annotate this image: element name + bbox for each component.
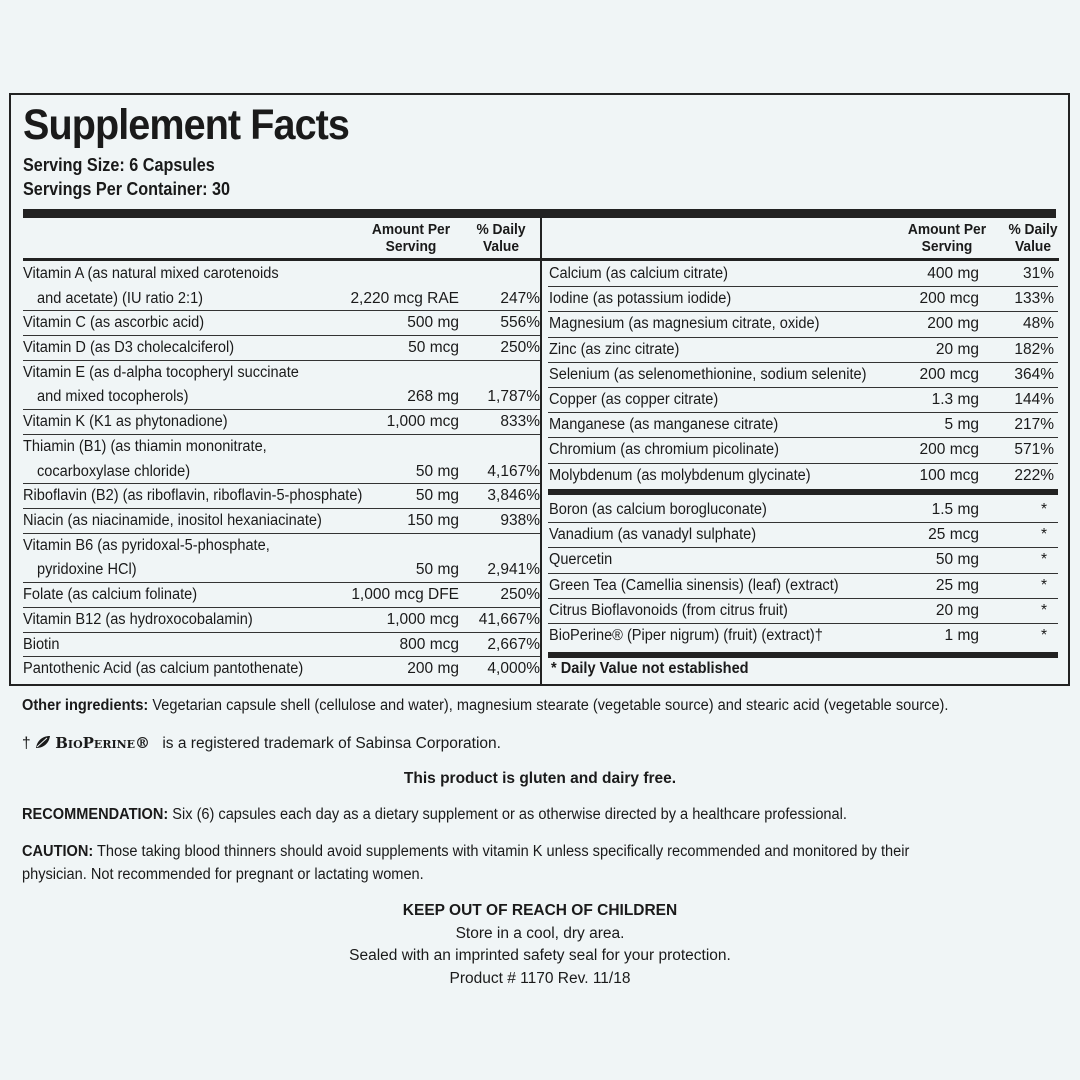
nutrient-amount: 200 mcg <box>919 365 979 383</box>
nutrient-row <box>23 434 540 483</box>
nutrient-name: Vitamin B6 (as pyridoxal-5-phosphate, <box>23 536 270 554</box>
nutrient-daily-value: 247% <box>500 289 540 307</box>
other-ingredients-text: Vegetarian capsule shell (cellulose and water), magnesium stearate (vegetable source) and stearic acid (vegetable source). <box>148 697 949 714</box>
nutrient-name: Boron (as calcium borogluconate) <box>549 501 767 518</box>
serving-size: Serving Size: 6 Capsules <box>23 155 215 175</box>
nutrient-amount: 800 mcg <box>399 635 459 653</box>
column-divider <box>540 218 542 684</box>
nutrient-name: Biotin <box>23 635 60 653</box>
nutrient-row <box>549 573 1059 598</box>
nutrient-daily-value: 2,667% <box>487 635 540 653</box>
caution-text: Those taking blood thinners should avoid supplements with vitamin K unless specifically recommended and monitored by their <box>93 843 910 860</box>
nutrient-row <box>549 437 1059 462</box>
left-header-amount: Amount Per Serving <box>371 221 451 255</box>
nutrient-daily-value: * <box>1040 526 1047 544</box>
nutrient-row <box>23 607 540 632</box>
panel-title: Supplement Facts <box>23 101 350 149</box>
nutrient-daily-value: * <box>1040 627 1047 644</box>
nutrient-amount: 500 mg <box>407 314 459 332</box>
nutrient-row <box>23 483 540 508</box>
nutrient-daily-value: 41,667% <box>478 610 540 628</box>
caution-line-2: physician. Not recommended for pregnant or lactating women. <box>22 866 424 883</box>
nutrient-daily-value: * <box>1040 551 1047 569</box>
nutrient-row <box>23 656 540 681</box>
nutrient-name: Riboflavin (B2) (as riboflavin, riboflavin-5-phosphate) <box>23 487 363 505</box>
nutrient-daily-value: 1,787% <box>487 388 540 406</box>
nutrient-row <box>23 335 540 360</box>
nutrient-name-continued: and acetate) (IU ratio 2:1) <box>37 289 204 307</box>
bioperine-leaf-icon <box>35 735 51 749</box>
nutrient-row <box>23 632 540 657</box>
nutrient-row <box>23 360 540 409</box>
nutrient-row <box>549 497 1059 522</box>
nutrient-daily-value: 182% <box>1014 340 1054 358</box>
nutrient-daily-value: 250% <box>500 586 540 604</box>
nutrient-amount: 100 mcg <box>919 466 979 484</box>
nutrient-row <box>549 412 1059 437</box>
nutrient-name: Selenium (as selenomethionine, sodium selenite) <box>549 365 867 383</box>
nutrient-amount: 50 mg <box>415 561 459 579</box>
nutrient-daily-value: 217% <box>1014 416 1054 434</box>
thick-rule <box>23 209 1056 218</box>
nutrient-amount: 25 mg <box>935 576 979 594</box>
nutrient-name: Vanadium (as vanadyl sulphate) <box>549 526 757 544</box>
right-mid-rule <box>548 489 1058 495</box>
nutrient-amount: 200 mcg <box>919 441 979 459</box>
nutrient-amount: 268 mg <box>407 388 459 406</box>
supplement-facts-panel <box>9 93 1070 686</box>
nutrient-daily-value: * <box>1040 601 1047 619</box>
recommendation-label: RECOMMENDATION: <box>22 806 169 823</box>
nutrient-row <box>23 582 540 607</box>
nutrient-daily-value: 144% <box>1014 391 1054 408</box>
nutrient-name: Folate (as calcium folinate) <box>23 586 198 604</box>
nutrient-row <box>549 286 1059 311</box>
caution-line-1 <box>22 843 909 861</box>
nutrient-name: Calcium (as calcium citrate) <box>549 265 728 282</box>
nutrient-daily-value: 4,000% <box>487 660 540 678</box>
nutrient-name: Thiamin (B1) (as thiamin mononitrate, <box>23 437 267 455</box>
nutrient-amount: 50 mg <box>415 487 459 505</box>
nutrient-amount: 150 mg <box>407 512 459 529</box>
nutrient-amount: 50 mcg <box>408 339 459 357</box>
nutrient-amount: 1,000 mcg DFE <box>351 586 459 604</box>
seal-note: Sealed with an imprinted safety seal for your protection. <box>349 947 731 964</box>
nutrient-name: BioPerine® (Piper nigrum) (fruit) (extract)† <box>549 627 823 644</box>
nutrient-amount: 1.3 mg <box>931 391 979 408</box>
nutrient-daily-value: 833% <box>500 413 540 431</box>
nutrient-daily-value: 2,941% <box>487 561 540 579</box>
nutrient-name: Vitamin E (as d-alpha tocopheryl succinate <box>23 363 299 381</box>
nutrient-name: Manganese (as manganese citrate) <box>549 416 779 434</box>
nutrient-name: Vitamin C (as ascorbic acid) <box>23 314 205 332</box>
nutrient-name-continued: and mixed tocopherols) <box>37 388 189 406</box>
nutrient-amount: 50 mg <box>415 462 459 480</box>
right-header-dv: % Daily Value <box>1008 221 1058 255</box>
nutrient-name: Quercetin <box>549 551 613 569</box>
servings-per-container: Servings Per Container: 30 <box>23 179 231 199</box>
nutrient-row <box>549 598 1059 623</box>
nutrient-daily-value: 3,846% <box>487 487 540 505</box>
nutrient-name: Citrus Bioflavonoids (from citrus fruit) <box>549 601 788 619</box>
nutrient-row <box>549 547 1059 572</box>
nutrient-amount: 25 mcg <box>928 526 979 544</box>
nutrient-row <box>549 387 1059 412</box>
nutrient-daily-value: 250% <box>500 339 540 357</box>
caution-label: CAUTION: <box>22 843 94 860</box>
nutrient-daily-value: 31% <box>1022 265 1054 282</box>
dv-note: * Daily Value not established <box>551 660 749 677</box>
nutrient-row <box>23 261 540 310</box>
nutrient-row <box>23 409 540 434</box>
nutrient-row <box>549 463 1059 488</box>
nutrient-amount: 1,000 mcg <box>386 610 459 628</box>
nutrient-name: Vitamin A (as natural mixed carotenoids <box>23 265 279 282</box>
nutrient-amount: 2,220 mcg RAE <box>350 289 459 307</box>
nutrient-name-continued: pyridoxine HCl) <box>37 561 137 579</box>
nutrient-amount: 1,000 mcg <box>386 413 459 431</box>
nutrient-daily-value: 938% <box>500 512 540 529</box>
nutrient-name: Vitamin B12 (as hydroxocobalamin) <box>23 610 253 628</box>
nutrient-amount: 50 mg <box>935 551 979 569</box>
nutrient-name-continued: cocarboxylase chloride) <box>37 462 191 480</box>
nutrient-name: Magnesium (as magnesium citrate, oxide) <box>549 315 820 333</box>
nutrient-row <box>549 311 1059 336</box>
nutrient-name: Green Tea (Camellia sinensis) (leaf) (extract) <box>549 576 839 594</box>
dagger: † <box>22 735 31 752</box>
nutrient-amount: 1.5 mg <box>931 501 979 518</box>
nutrient-daily-value: * <box>1040 501 1047 518</box>
bioperine-logo: BioPerine® <box>55 734 151 752</box>
nutrient-daily-value: * <box>1040 576 1047 594</box>
nutrient-row <box>549 623 1059 648</box>
nutrient-daily-value: 48% <box>1022 315 1054 333</box>
nutrient-amount: 200 mg <box>407 660 459 678</box>
nutrient-name: Vitamin K (K1 as phytonadione) <box>23 413 228 431</box>
product-number: Product # 1170 Rev. 11/18 <box>449 970 631 987</box>
nutrient-name: Iodine (as potassium iodide) <box>549 290 732 308</box>
nutrient-amount: 200 mg <box>927 315 979 333</box>
nutrient-daily-value: 364% <box>1014 365 1054 383</box>
nutrient-daily-value: 556% <box>500 314 540 332</box>
nutrient-name: Zinc (as zinc citrate) <box>549 340 680 358</box>
nutrient-daily-value: 222% <box>1014 466 1054 484</box>
nutrient-daily-value: 4,167% <box>487 462 540 480</box>
nutrient-amount: 400 mg <box>927 265 979 282</box>
right-header-amount: Amount Per Serving <box>907 221 987 255</box>
nutrient-daily-value: 571% <box>1014 441 1054 459</box>
other-ingredients <box>22 697 948 715</box>
nutrient-amount: 1 mg <box>944 627 979 644</box>
nutrient-name: Chromium (as chromium picolinate) <box>549 441 779 459</box>
nutrient-name: Molybdenum (as molybdenum glycinate) <box>549 466 811 484</box>
nutrient-row <box>549 362 1059 387</box>
nutrient-row <box>549 522 1059 547</box>
nutrient-daily-value: 133% <box>1014 290 1054 308</box>
right-bottom-rule <box>548 652 1058 658</box>
nutrient-row <box>549 337 1059 362</box>
nutrient-amount: 5 mg <box>944 416 979 434</box>
trademark-line <box>22 734 501 753</box>
recommendation-text: Six (6) capsules each day as a dietary supplement or as otherwise directed by a healthcare professional. <box>168 806 847 823</box>
nutrient-row <box>23 533 540 582</box>
nutrient-amount: 20 mg <box>935 601 979 619</box>
left-header-dv: % Daily Value <box>476 221 526 255</box>
gluten-free-notice: This product is gluten and dairy free. <box>403 770 677 787</box>
recommendation <box>22 806 847 824</box>
nutrient-row <box>23 310 540 335</box>
nutrient-name: Niacin (as niacinamide, inositol hexaniacinate) <box>23 512 322 529</box>
nutrient-row <box>23 508 540 533</box>
nutrient-amount: 200 mcg <box>919 290 979 308</box>
other-ingredients-label: Other ingredients: <box>22 697 149 714</box>
nutrient-name: Pantothenic Acid (as calcium pantothenate) <box>23 660 304 678</box>
nutrient-name: Vitamin D (as D3 cholecalciferol) <box>23 339 235 357</box>
nutrient-amount: 20 mg <box>935 340 979 358</box>
trademark-text: is a registered trademark of Sabinsa Corporation. <box>162 735 501 752</box>
nutrient-row <box>549 261 1059 286</box>
keep-out-warning: KEEP OUT OF REACH OF CHILDREN <box>402 902 678 919</box>
nutrient-name: Copper (as copper citrate) <box>549 391 719 408</box>
storage-note: Store in a cool, dry area. <box>455 925 625 942</box>
